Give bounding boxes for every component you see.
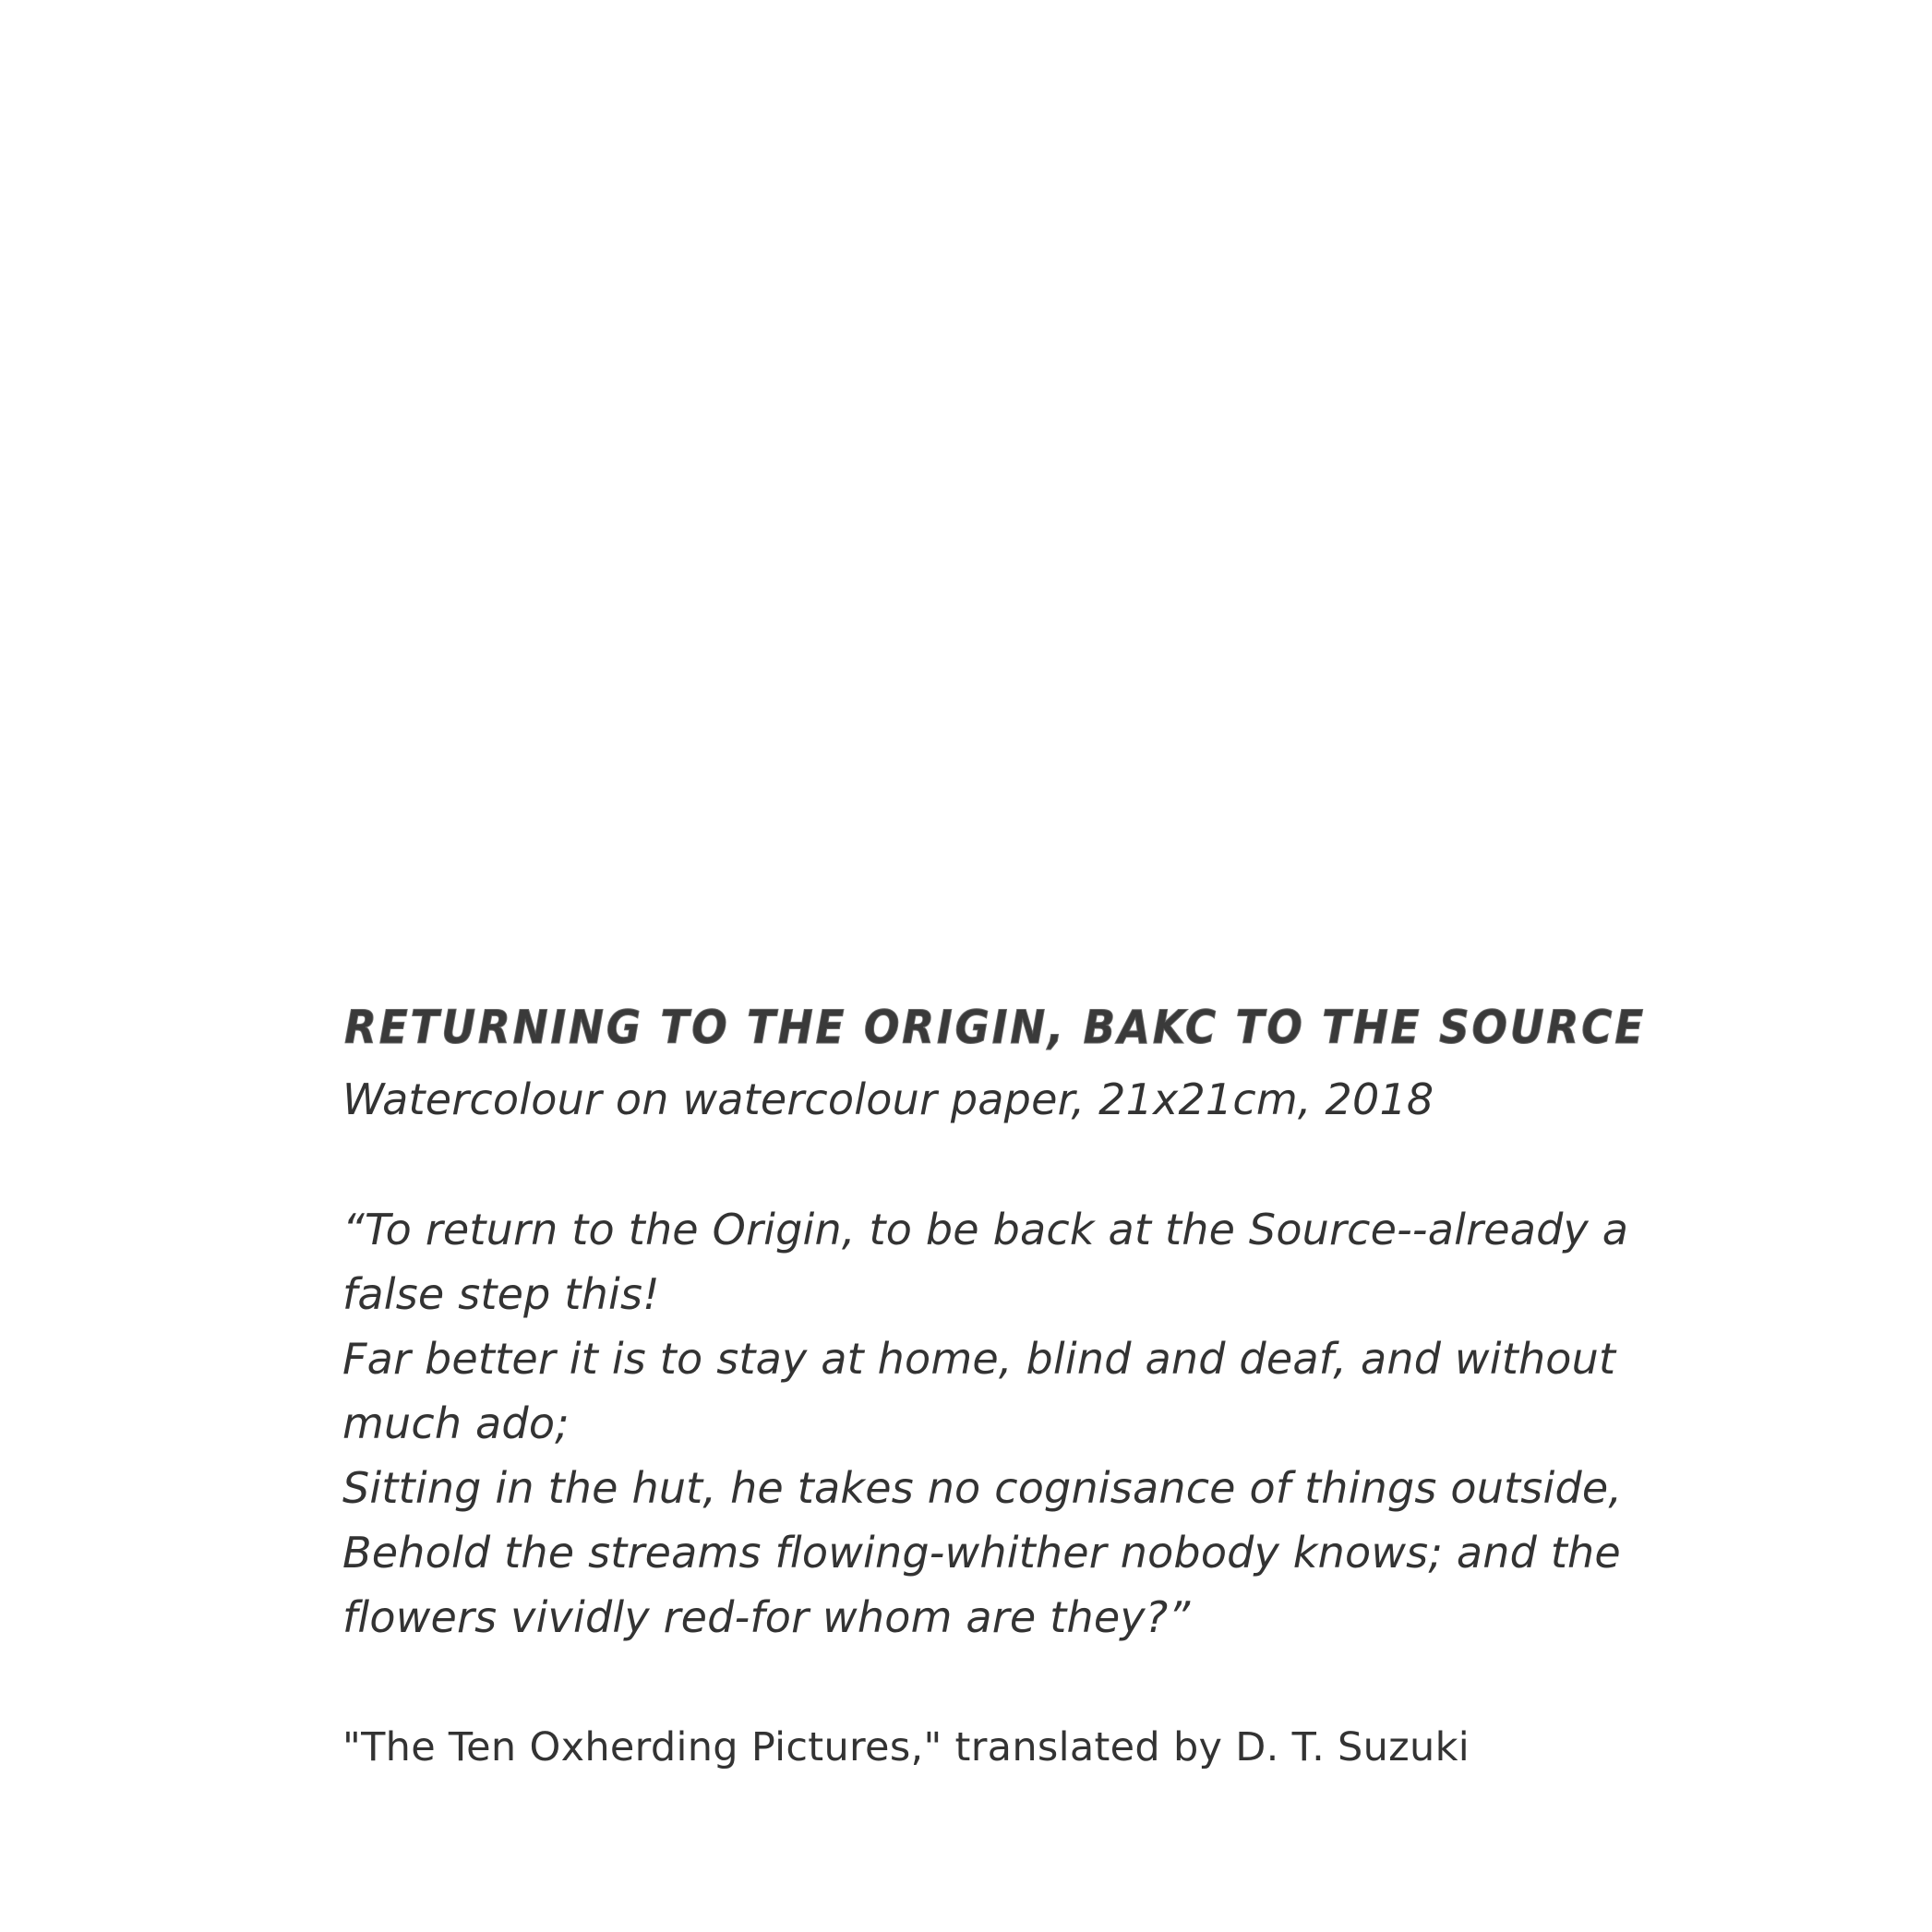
artwork-medium: Watercolour on watercolour paper, 21x21cm, 2018 [342, 1074, 1434, 1124]
poem-line: “To return to the Origin, to be back at the Source--already a [342, 1205, 1629, 1254]
artwork-title-text: RETURNING TO THE ORIGIN, BAKC TO THE SOURCE [344, 1001, 1646, 1054]
poem-line: false step this! [342, 1269, 660, 1319]
artwork-title [342, 982, 1653, 1067]
poem-line: Far better it is to stay at home, blind and deaf, and without [342, 1334, 1616, 1384]
poem-quote [342, 1197, 1653, 1650]
poem-line: Sitting in the hut, he takes no cognisance of things outside, [342, 1463, 1623, 1513]
poem-line: much ado; [342, 1398, 570, 1448]
poem-line: flowers vividly red-for whom are they?” [342, 1592, 1191, 1642]
poem-line: Behold the streams flowing-whither nobody knows; and the [342, 1528, 1621, 1578]
caption-block [342, 982, 1653, 1773]
artwork-title-brush-lettering [342, 982, 1653, 1067]
source-attribution: "The Ten Oxherding Pictures," translated by D. T. Suzuki [342, 1724, 1470, 1770]
